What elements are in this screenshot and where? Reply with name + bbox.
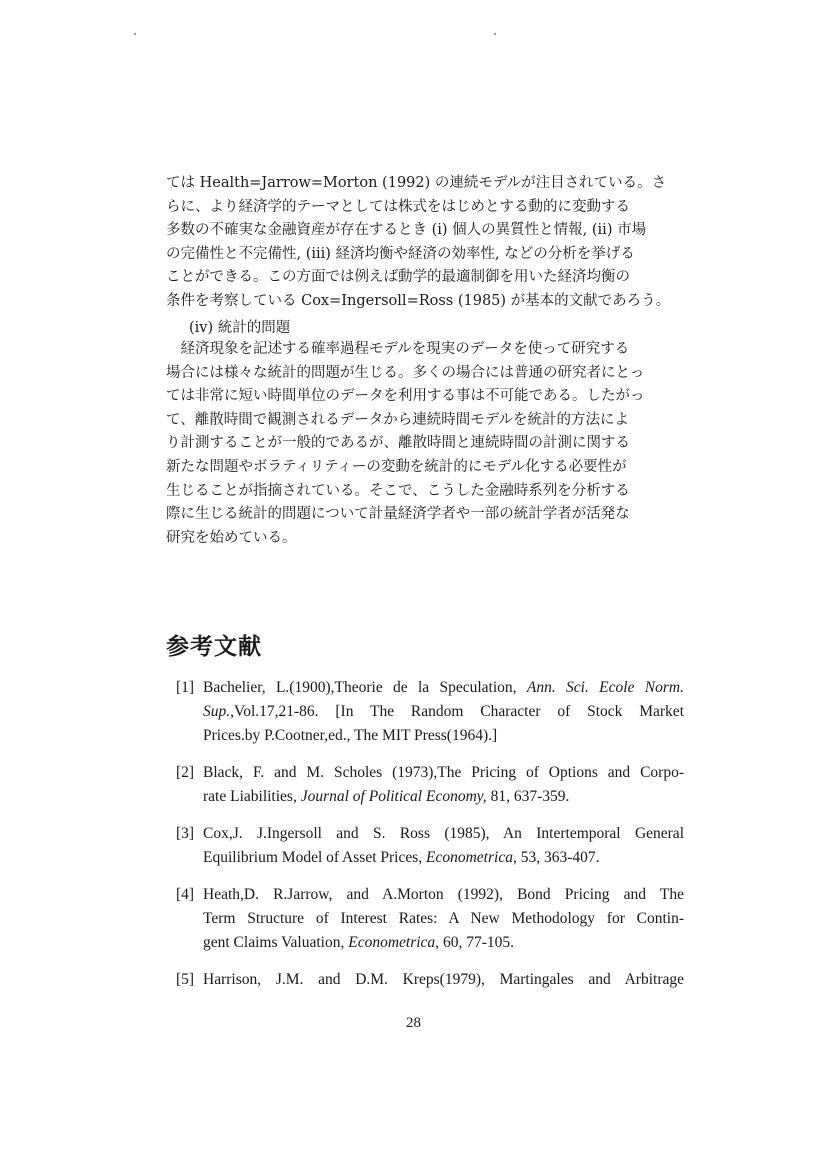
reference-line: Harrison, J.M. and D.M. Kreps(1979), Martingales and Arbitrage [203, 971, 684, 988]
text-line: て、離散時間で観測されるデータから連続時間モデルを統計的方法によ [166, 411, 629, 428]
reference-line: Heath,D. R.Jarrow, and A.Morton (1992), Bond Pricing and The [203, 886, 684, 903]
text-line: 際に生じる統計的問題について計量経済学者や一部の統計学者が活発な [166, 506, 630, 523]
reference-number: [1] [176, 679, 195, 696]
reference-line: Prices.by P.Cootner,ed., The MIT Press(1964).] [203, 727, 498, 744]
reference-line: rate Liabilities, Journal of Political Economy, 81, 637-359. [203, 788, 570, 805]
reference-list [176, 676, 684, 992]
reference-line: Cox,J. J.Ingersoll and S. Ross (1985), An Intertemporal General [203, 825, 684, 842]
reference-item [176, 761, 684, 809]
text-line: 研究を始めている。 [166, 529, 297, 546]
text-line: ては Health=Jarrow=Morton (1992) の連続モデルが注目されている。さ [166, 175, 667, 191]
page-number: 28 [406, 1015, 421, 1031]
reference-item [176, 676, 684, 748]
reference-line: Bachelier, L.(1900),Theorie de la Speculation, Ann. Sci. Ecole Norm. [203, 679, 684, 696]
text-line: らに、より経済学的テーマとしては株式をはじめとする動的に変動する [166, 198, 630, 215]
reference-number: [4] [176, 886, 195, 903]
reference-item [176, 822, 684, 870]
reference-line: Sup.,Vol.17,21-86. [In The Random Character of Stock Market [203, 703, 684, 720]
reference-item [176, 883, 684, 955]
text-line: 経済現象を記述する確率過程モデルを現実のデータを使って研究する [166, 341, 630, 357]
reference-number: [3] [176, 825, 195, 842]
text-line: 条件を考察している Cox=Ingersoll=Ross (1985) が基本的文献であろう。 [166, 292, 671, 309]
reference-item [176, 968, 684, 992]
scan-speck-left [134, 33, 136, 35]
text-line: の完備性と不完備性, (iii) 経済均衡や経済の効率性, などの分析を挙げる [166, 245, 635, 262]
text-line: 場合には様々な統計的問題が生じる。多くの場合には普通の研究者にとっ [166, 364, 645, 381]
reference-number: [5] [176, 971, 195, 988]
text-line: 生じることが指摘されている。そこで、こうした金融時系列を分析する [166, 482, 630, 499]
section-heading-references: 参考文献 [166, 634, 262, 660]
text-line: ことができる。この方面では例えば動学的最適制御を用いた経済均衡の [166, 269, 630, 286]
reference-line: gent Claims Valuation, Econometrica, 60, 77-105. [203, 934, 514, 951]
reference-line: Term Structure of Interest Rates: A New Methodology for Contin- [203, 910, 684, 927]
reference-line: Black, F. and M. Scholes (1973),The Pricing of Options and Corpo- [203, 764, 684, 781]
text-line: 新たな問題やボラティリティーの変動を統計的にモデル化する必要性が [166, 458, 627, 475]
scan-speck-right [494, 33, 496, 35]
subsection-heading: (iv) 統計的問題 [189, 320, 291, 336]
body-paragraph-2 [166, 338, 682, 550]
body-paragraph-1 [166, 172, 682, 314]
text-line: ては非常に短い時間単位のデータを利用する事は不可能である。したがっ [166, 388, 645, 405]
reference-line: Equilibrium Model of Asset Prices, Econometrica, 53, 363-407. [203, 849, 600, 866]
text-line: り計測することが一般的であるが、離散時間と連続時間の計測に関する [166, 435, 630, 452]
text-line: 多数の不確実な金融資産が存在するとき (i) 個人の異質性と情報, (ii) 市場 [166, 222, 647, 239]
reference-number: [2] [176, 764, 195, 781]
